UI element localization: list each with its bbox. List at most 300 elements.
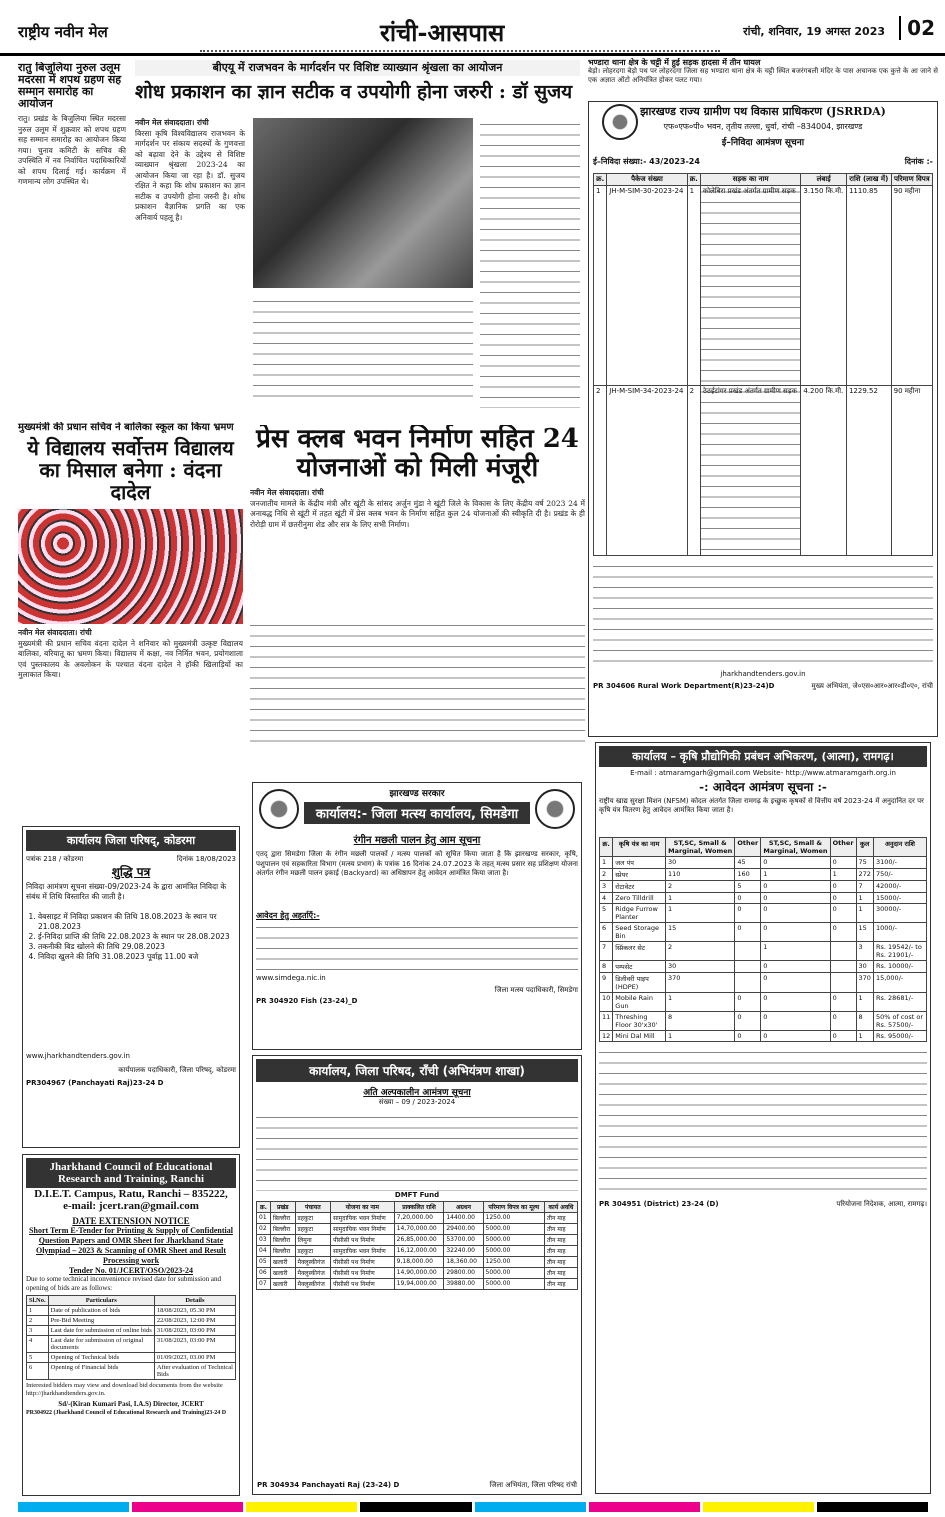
table-cell: 0: [761, 1031, 830, 1042]
table-row: [600, 923, 927, 942]
table-cell: 06: [257, 1268, 271, 1279]
table-cell: 15: [856, 923, 873, 942]
table-cell: 05: [257, 1257, 271, 1268]
atma-th: ST,SC, Small & Marginal, Women: [761, 838, 830, 857]
ranchi-th: योजना का नाम: [331, 1202, 395, 1213]
ranchi-pr-no: PR 304934 Panchayati Raj (23-24) D: [257, 1481, 400, 1489]
table-cell: 31/08/2023, 03:00 PM: [154, 1326, 235, 1336]
jcert-th: Details: [154, 1296, 235, 1306]
table-cell: 30: [666, 857, 735, 869]
table-cell: तीन माह: [544, 1279, 577, 1290]
table-cell: मैक्लुस्कीगंज: [295, 1257, 331, 1268]
table-cell: सामुदायिक भवन निर्माण: [331, 1213, 395, 1224]
jsrrda-subtitle: ई–निविदा आमंत्रण सूचना: [721, 137, 805, 148]
table-cell: मैक्लुस्कीगंज: [295, 1279, 331, 1290]
table-cell: Opening of Financial bids: [48, 1363, 154, 1380]
registration-swatch: [360, 1502, 471, 1512]
table-cell: 11: [600, 1012, 613, 1031]
atma-th: अनुदान राशि: [873, 838, 926, 857]
ranchi-subtitle: अति अल्पकालीन आमंत्रण सूचना: [363, 1088, 471, 1098]
atma-table: [599, 837, 927, 1042]
table-cell: [830, 961, 856, 973]
table-row: [257, 1279, 578, 1290]
table-row: 1 JH-M-SIM-30-2023-24 1 कोलेबिरा प्रखंड अंतर्गत ग्रामीण सड़क 3.150 कि.मी. 1110.85 90 महीना: [594, 185, 933, 385]
table-cell: 0: [830, 923, 856, 942]
table-cell: रोटावेटर: [613, 881, 666, 893]
table-cell: स्प्रेयर: [613, 869, 666, 881]
table-cell: 0: [761, 961, 830, 973]
jsrrda-table: [593, 173, 933, 556]
table-cell: 29800.00: [444, 1268, 483, 1279]
ranchi-fund: DMFT Fund: [394, 1191, 440, 1199]
table-cell: 03: [257, 1235, 271, 1246]
atma-th: कुल: [856, 838, 873, 857]
table-cell: 0: [830, 881, 856, 893]
table-cell: स्प्रिंकलर सेट: [613, 942, 666, 961]
table-cell: तीन माह: [544, 1268, 577, 1279]
table-cell: तीन माह: [544, 1213, 577, 1224]
jcert-footer: Interested bidders may view and download bid documents from the website http://jharkhandtenders.gov.in.: [26, 1382, 223, 1397]
bau-byline: नवीन मेल संवाददाता। रांची: [135, 118, 209, 127]
table-cell: 9: [600, 973, 613, 993]
notice-zila-ranchi: [252, 1055, 582, 1495]
jsrrda-address: एफ०एफ०पी० भवन, तृतीय तल्ला, धुर्वा, रांची –834004, झारखण्ड: [663, 121, 863, 131]
table-cell: पीसीसी पथ निर्माण: [331, 1257, 395, 1268]
jsrrda-th: सड़क का नाम: [700, 173, 801, 185]
koderma-date: दिनांक 18/08/2023: [176, 855, 236, 863]
table-cell: 370: [856, 973, 873, 993]
table-cell: 1: [856, 893, 873, 904]
table-cell: 750/-: [873, 869, 926, 881]
fisheries-title: कार्यालय:- जिला मत्स्य कार्यालय, सिमडेगा: [304, 802, 530, 824]
table-row: [257, 1213, 578, 1224]
table-cell: तीन माह: [544, 1246, 577, 1257]
jsrrda-th: लंबाई: [801, 173, 847, 185]
table-cell: 5: [600, 904, 613, 923]
fisheries-subtitle: रंगीन मछली पालन हेतु आम सूचना: [353, 835, 481, 846]
table-row: [600, 1031, 927, 1042]
table-row: [600, 869, 927, 881]
table-cell: 272: [856, 869, 873, 881]
ranchi-title: कार्यालय, जिला परिषद, राँची (अभियंत्रण शाखा): [256, 1059, 578, 1082]
school-kicker: मुख्यमंत्री की प्रधान सचिव ने बालिका स्कूल का किया भ्रमण: [18, 422, 234, 433]
jcert-email[interactable]: e-mail: jcert.ran@gmail.com: [63, 1200, 199, 1212]
table-cell: Threshing Floor 30'x30': [613, 1012, 666, 1031]
fisheries-pr-no: PR 304920 Fish (23-24)_D: [256, 997, 358, 1005]
table-cell: 0: [761, 1012, 830, 1031]
table-cell: 3: [27, 1326, 49, 1336]
table-row: [27, 1326, 236, 1336]
jsrrda-th: क्र.: [594, 173, 607, 185]
table-row: [27, 1336, 236, 1353]
table-cell: 18,360.00: [444, 1257, 483, 1268]
table-cell: [830, 973, 856, 993]
jsrrda-terms: [593, 560, 933, 670]
ranchi-th: पंचायत: [295, 1202, 331, 1213]
ranchi-signatory: जिला अभियंता, जिला परिषद रांची: [489, 1481, 577, 1489]
table-cell: 4: [27, 1336, 49, 1353]
table-row: [600, 1012, 927, 1031]
notice-jcert: [22, 1154, 240, 1496]
table-row: [27, 1316, 236, 1326]
table-cell: 10: [600, 993, 613, 1012]
story-school: [18, 422, 243, 814]
table-cell: 8: [856, 1012, 873, 1031]
table-cell: 1: [830, 869, 856, 881]
table-cell: डहकुटा: [295, 1246, 331, 1257]
table-row: [600, 893, 927, 904]
notice-atma: [595, 742, 931, 1494]
press-club-body-continued: [250, 619, 585, 749]
fisheries-eligibility-title: आवेदन हेतु अहर्ताएँ:-: [256, 911, 320, 920]
govt-emblem-icon: [259, 789, 299, 829]
madrasa-body: रातु। प्रखंड के बिजुलिया स्थित मदरसा नुरुल उलूम में शुक्रवार को शपथ ग्रहण सह सम्मान समारोह का आयोजन किया गया। चुनाव कमिटी के सचिव की उपस्थिति में नव निर्वाचित पदाधिकारियों को शपथ दिलाई गई। कार्यक्रम में गणमान्य लोग उपस्थित थे।: [18, 114, 126, 187]
table-cell: 02: [257, 1224, 271, 1235]
table-cell: पीसीसी पथ निर्माण: [331, 1235, 395, 1246]
table-cell: 26,85,000.00: [394, 1235, 444, 1246]
table-cell: तीन माह: [544, 1224, 577, 1235]
jcert-tender-ref: Tender No. 01/JCERT/OSO/2023-24: [69, 1266, 193, 1275]
jcert-title: Jharkhand Council of Educational Research and Training, Ranchi: [26, 1158, 236, 1188]
table-row: [600, 961, 927, 973]
table-cell: 16,12,000.00: [394, 1246, 444, 1257]
list-item: 1. वेबसाइट में निविदा प्रकाशन की तिथि 18.08.2023 के स्थान पर 21.08.2023: [38, 912, 236, 932]
table-row: [27, 1306, 236, 1316]
table-row: [600, 881, 927, 893]
table-cell: 5000.00: [483, 1268, 544, 1279]
table-cell: सामुदायिक भवन निर्माण: [331, 1224, 395, 1235]
table-cell: Rs. 19542/- to Rs. 21901/-: [873, 942, 926, 961]
koderma-website[interactable]: www.jharkhandtenders.gov.in: [26, 1052, 130, 1061]
bau-body: बिरसा कृषि विश्वविद्यालय राजभवन के मार्गदर्शन पर संकाय सदस्यों के गुणवत्ता को बढ़ावा देने के उद्देश्य से विशिष्ट व्याख्यान श्रृंखला 2023-24 का आयोजन किया जा रहा है। डॉ. सुजय रक्षित ने कहा कि शोध प्रकाशन का ज्ञान सटीक व उपयोगी होना जरुरी है। शोध प्रकाशन वैज्ञानिक प्रगति का एक अनिवार्य पहलू है।: [135, 128, 245, 222]
jcert-subject: Short Term E-Tender for Printing & Supply of Confidential Question Papers and OMR Sheet for Jharkhand State Olympiad – 2023 & Scanning of OMR Sheet and Result Processing work: [29, 1226, 233, 1265]
table-cell: 18/08/2023, 05.30 PM: [154, 1306, 235, 1316]
table-cell: 29400.00: [444, 1224, 483, 1235]
jcert-note: Due to some technical inconvenience revised date for submission and opening of bids are as follows:: [26, 1275, 221, 1292]
table-row: [257, 1268, 578, 1279]
table-cell: Rs. 95000/-: [873, 1031, 926, 1042]
koderma-ref: पत्रांक 218 / कोडरमा: [26, 855, 84, 863]
ranchi-table: [256, 1201, 578, 1290]
story-madrasa: [18, 62, 126, 412]
table-cell: 5000.00: [483, 1279, 544, 1290]
table-cell: [830, 942, 856, 961]
ranchi-th: अग्रधन: [444, 1202, 483, 1213]
table-row: [257, 1257, 578, 1268]
table-cell: 14400.00: [444, 1213, 483, 1224]
table-row: [600, 904, 927, 923]
table-cell: 0: [735, 893, 761, 904]
jsrrda-th: पैकेज संख्या: [607, 173, 687, 185]
atma-terms: [599, 1046, 927, 1196]
table-cell: 3: [856, 942, 873, 961]
registration-swatch: [703, 1502, 814, 1512]
table-cell: 160: [735, 869, 761, 881]
table-cell: 8: [666, 1012, 735, 1031]
bedo-body: बेड़ो। लोहरदगा बेड़ो पथ पर लोहरदगा जिला सह भण्डारा थाना क्षेत्र के चट्टी स्थित बजरंगबली मंदिर के पास अचानक एक कुत्ते के आ जाने से एक अज्ञात ऑटो अनियंत्रित होकर पलट गया।: [588, 66, 938, 84]
table-cell: 01/09/2023, 03.00 PM: [154, 1353, 235, 1363]
koderma-body: निविदा आमंत्रण सूचना संख्या-09/2023-24 के द्वारा आमंत्रित निविदा के संबंध में तिथि विस्तारित की जाती है।: [26, 882, 227, 902]
table-cell: Opening of Technical bids: [48, 1353, 154, 1363]
atma-intro: राष्ट्रीय खाद्य सुरक्षा मिशन (NFSM) कोदल अंतर्गत जिला रामगढ़ के इच्छुक कृषकों से वित्तीय वर्ष 2023-24 में अनुदानित दर पर कृषि यंत्र वितरण हेतु आवेदन आमंत्रित किया जाता है।: [599, 797, 924, 815]
table-cell: खलारी: [270, 1279, 295, 1290]
jcert-th: Particulars: [48, 1296, 154, 1306]
table-cell: Last date for submission of online bids: [48, 1326, 154, 1336]
koderma-points: [26, 912, 236, 1052]
jsrrda-title: झारखण्ड राज्य ग्रामीण पथ विकास प्राधिकरण (JSRRDA): [640, 104, 886, 118]
table-row: [257, 1235, 578, 1246]
table-cell: 1: [856, 1031, 873, 1042]
jsrrda-pr-no: PR 304606 Rural Work Department(R)23-24)D: [593, 681, 775, 690]
bedo-headline: भण्डारा थाना क्षेत्र के चट्टी में हुई सड़क हादसा में तीन घायल: [588, 58, 761, 67]
table-cell: 7: [856, 881, 873, 893]
table-row: [257, 1224, 578, 1235]
table-cell: 5: [735, 881, 761, 893]
table-cell: 19,94,000.00: [394, 1279, 444, 1290]
masthead: [0, 0, 945, 56]
table-cell: 42000/-: [873, 881, 926, 893]
table-cell: 01: [257, 1213, 271, 1224]
table-cell: 1: [761, 942, 830, 961]
table-row: [600, 857, 927, 869]
table-row: [600, 993, 927, 1012]
table-cell: 1250.00: [483, 1257, 544, 1268]
table-cell: 75: [856, 857, 873, 869]
school-byline: नवीन मेल संवाददाता। रांची: [18, 628, 92, 637]
table-cell: बिल्लौरा: [270, 1246, 295, 1257]
table-cell: डहकुटा: [295, 1224, 331, 1235]
jsrrda-tender-no: ई–निविदा संख्या:- 43/2023-24: [593, 156, 700, 166]
table-cell: 12: [600, 1031, 613, 1042]
table-cell: 0: [761, 904, 830, 923]
table-cell: 1: [666, 904, 735, 923]
registration-swatch: [589, 1502, 700, 1512]
table-cell: Mobile Rain Gun: [613, 993, 666, 1012]
jharkhand-emblem-icon: [602, 104, 638, 140]
table-cell: 30000/-: [873, 904, 926, 923]
jsrrda-th: राशि (लाख में): [846, 173, 891, 185]
table-cell: खलारी: [270, 1268, 295, 1279]
list-item: 4. निविदा खुलने की तिथि 31.08.2023 पूर्वाह्न 11.00 बजे: [38, 952, 236, 962]
ranchi-th: प्रखंड: [270, 1202, 295, 1213]
table-row: [600, 942, 927, 961]
koderma-pr-no: PR304967 (Panchayati Raj)23-24 D: [26, 1079, 164, 1088]
notice-zila-koderma: [22, 826, 240, 1148]
table-cell: Zero Tilldrill: [613, 893, 666, 904]
table-cell: जल पंप: [613, 857, 666, 869]
table-cell: 0: [735, 1012, 761, 1031]
table-cell: 1: [856, 904, 873, 923]
table-cell: 0: [735, 923, 761, 942]
table-cell: Ridge Furrow Planter: [613, 904, 666, 923]
registration-swatch: [475, 1502, 586, 1512]
ranchi-th: परिमाण विपत्र का मूल्य: [483, 1202, 544, 1213]
table-row: [600, 973, 927, 993]
table-cell: 5000.00: [483, 1224, 544, 1235]
atma-th: Other: [830, 838, 856, 857]
table-cell: Rs. 28681/-: [873, 993, 926, 1012]
table-cell: 50% of cost or Rs. 57500/-: [873, 1012, 926, 1031]
table-cell: 2: [666, 942, 735, 961]
table-cell: 53700.00: [444, 1235, 483, 1246]
bau-speaker-photo: [253, 118, 473, 288]
table-cell: 0: [830, 857, 856, 869]
table-cell: पीसीसी पथ निर्माण: [331, 1268, 395, 1279]
table-cell: 0: [761, 993, 830, 1012]
press-club-byline: नवीन मेल संवाददाता। रांची: [250, 488, 324, 498]
table-cell: 8: [600, 961, 613, 973]
page-number: 02: [899, 16, 935, 40]
table-row: [27, 1363, 236, 1380]
table-cell: 0: [830, 904, 856, 923]
masthead-rule: [200, 48, 720, 52]
table-cell: Mini Dal Mill: [613, 1031, 666, 1042]
notice-fisheries: [252, 782, 582, 1050]
table-cell: 7,20,000.00: [394, 1213, 444, 1224]
table-cell: डहकुटा: [295, 1213, 331, 1224]
table-cell: 0: [735, 1031, 761, 1042]
table-cell: After evaluation of Technical Bids: [154, 1363, 235, 1380]
atma-th: क्र.: [600, 838, 613, 857]
atma-th: ST,SC, Small & Marginal, Women: [666, 838, 735, 857]
table-cell: 0: [761, 923, 830, 942]
madrasa-headline: रातु बिजुलिया नुरुल उलूम मदरसा में शपथ ग्रहण सह सम्मान समारोह का आयोजन: [18, 62, 122, 111]
list-item: 3. तकनीकी बिड खोलने की तिथि 29.08.2023: [38, 942, 236, 952]
atma-th: कृषि यंत्र का नाम: [613, 838, 666, 857]
table-cell: 2: [27, 1316, 49, 1326]
jsrrda-website[interactable]: jharkhandtenders.gov.in: [720, 669, 806, 678]
atma-pr-no: PR 304951 (District) 23-24 (D): [599, 1200, 719, 1209]
atma-title: कार्यालय – कृषि प्रौद्योगिकी प्रबंधन अभिकरण, (आत्मा), रामगढ़।: [599, 746, 927, 767]
table-cell: सामुदायिक भवन निर्माण: [331, 1246, 395, 1257]
koderma-signatory: कार्यपालक पदाधिकारी, जिला परिषद्, कोडरमा: [118, 1066, 236, 1075]
table-cell: 30: [856, 961, 873, 973]
table-cell: 1: [27, 1306, 49, 1316]
jsrrda-signatory: मुख्य अभियंता, जे०एस०आर०आर०डी०ए०, रांची: [811, 681, 933, 690]
school-headline: ये विद्यालय सर्वोत्तम विद्यालय का मिसाल बनेगा : वंदना दादेल: [27, 436, 234, 504]
bau-body-col3: [480, 118, 580, 408]
table-cell: 5: [27, 1353, 49, 1363]
notice-jsrrda: [588, 58, 938, 738]
table-cell: बिल्लौरा: [270, 1235, 295, 1246]
registration-swatch: [246, 1502, 357, 1512]
table-cell: 1: [666, 1031, 735, 1042]
registration-colour-bar: [18, 1502, 928, 1514]
table-cell: तीन माह: [544, 1235, 577, 1246]
table-cell: खलारी: [270, 1257, 295, 1268]
table-cell: 45: [735, 857, 761, 869]
table-cell: 5000.00: [483, 1235, 544, 1246]
table-cell: Rs. 10000/-: [873, 961, 926, 973]
list-item: 2. ई-निविदा प्राप्ति की तिथि 22.08.2023 के स्थान पर 28.08.2023: [38, 932, 236, 942]
table-cell: पम्पसेट: [613, 961, 666, 973]
fisheries-signatory: जिला मत्स्य पदाधिकारी, सिमडेगा: [494, 986, 578, 994]
table-cell: 370: [666, 973, 735, 993]
table-cell: 1: [761, 869, 830, 881]
table-cell: बिल्लौरा: [270, 1213, 295, 1224]
table-cell: 2: [666, 881, 735, 893]
jharkhand-logo-icon: [535, 789, 575, 829]
fisheries-eligibility: [256, 921, 578, 971]
jcert-th: Sl.No.: [27, 1296, 49, 1306]
table-cell: 0: [761, 893, 830, 904]
table-cell: 1250.00: [483, 1213, 544, 1224]
table-cell: 22/08/2023, 12:00 PM: [154, 1316, 235, 1326]
atma-signatory: परियोजना निदेशक, आत्मा, रामगढ़।: [836, 1200, 927, 1209]
table-cell: 0: [830, 1031, 856, 1042]
table-cell: 0: [830, 893, 856, 904]
table-cell: [735, 973, 761, 993]
table-cell: 1000/-: [873, 923, 926, 942]
atma-subtitle: -: आवेदन आमंत्रण सूचना :-: [699, 780, 827, 794]
jcert-address: D.I.E.T. Campus, Ratu, Ranchi – 835222,: [34, 1188, 228, 1200]
table-cell: मैक्लुस्कीगंज: [295, 1268, 331, 1279]
table-cell: 9,18,000.00: [394, 1257, 444, 1268]
table-cell: 0: [830, 993, 856, 1012]
table-cell: 15,000/-: [873, 973, 926, 993]
table-cell: लिमुना: [295, 1235, 331, 1246]
registration-swatch: [18, 1502, 129, 1512]
table-cell: 110: [666, 869, 735, 881]
jcert-table: [26, 1295, 236, 1380]
table-cell: 5000.00: [483, 1246, 544, 1257]
table-cell: Pre-Bid Meeting: [48, 1316, 154, 1326]
table-cell: 3100/-: [873, 857, 926, 869]
jcert-pr-no: PR304922 (Jharkhand Council of Educational Research and Training)23-24 D: [26, 1410, 227, 1416]
ranchi-ref: संख्या – 09 / 2023-2024: [378, 1098, 456, 1106]
school-students-photo: [18, 509, 243, 624]
table-cell: 07: [257, 1279, 271, 1290]
table-cell: 14,90,000.00: [394, 1268, 444, 1279]
table-cell: 15000/-: [873, 893, 926, 904]
table-cell: Date of publication of bids: [48, 1306, 154, 1316]
table-cell: 04: [257, 1246, 271, 1257]
table-cell: 6: [27, 1363, 49, 1380]
table-cell: 6: [600, 923, 613, 942]
table-cell: 30: [666, 961, 735, 973]
table-cell: 1: [666, 993, 735, 1012]
table-cell: 2: [600, 869, 613, 881]
table-cell: 0: [761, 881, 830, 893]
table-cell: 1: [666, 893, 735, 904]
atma-email[interactable]: E-mail : atmaramgarh@gmail.com Website- http://www.atmaramgarh.org.in: [630, 769, 896, 777]
ranchi-schedule: [256, 1111, 578, 1191]
bau-kicker: बीएयू में राजभवन के मार्गदर्शन पर विशिष्ट व्याख्यान श्रृंखला का आयोजन: [135, 60, 580, 76]
registration-swatch: [132, 1502, 243, 1512]
fisheries-website[interactable]: www.simdega.nic.in: [256, 974, 326, 982]
table-cell: 32240.00: [444, 1246, 483, 1257]
press-club-body: जनजातीय मामले के केंद्रीय मंत्री और खूंटी के सांसद अर्जुन मुंडा ने खूंटी जिले के विकास के लिए केंद्रीय वर्ष 2023 24 में अनाबद्ध निधि से खूंटी में तहत खूंटी में प्रेस क्लब भवन के निर्माण सहित कुल 24 योजनाओं की स्वीकृति दी है। प्रखंड के ही रोरोड़ी ग्राम में छतरीनुमा शेड और सत्र के लिए सभी निर्माण।: [250, 498, 585, 529]
table-cell: 4: [600, 893, 613, 904]
table-cell: 1: [856, 993, 873, 1012]
jsrrda-th: क्र.: [687, 173, 700, 185]
table-cell: 0: [830, 1012, 856, 1031]
table-cell: 39880.00: [444, 1279, 483, 1290]
table-cell: 14,70,000.00: [394, 1224, 444, 1235]
table-cell: बिल्लौरा: [270, 1224, 295, 1235]
fisheries-body: एतद् द्वारा सिमडेगा जिला के रंगीन मछली पालकों / मत्स्य पालकों को सूचित किया जाता है कि झारखण्ड सरकार, कृषि, पशुपालन एवं सहकारिता विभाग (मत्स्य प्रभाग) के पत्रांक 16 दिनांक 24.07.2023 के तहत् मत्स्य प्रसार सह प्रशिक्षण योजना अंतर्गत रंगीन मछली पालन इकाई (Backyard) का अधिष्ठापन हेतु आवेदन आमंत्रित किया जाता है।: [256, 850, 578, 877]
bau-body-continued: [253, 295, 473, 405]
jsrrda-th: परिमाण विपत्र: [891, 173, 932, 185]
table-cell: Last date for submission of original documents: [48, 1336, 154, 1353]
table-cell: 0: [761, 857, 830, 869]
fisheries-govt: झारखण्ड सरकार: [389, 789, 445, 799]
table-cell: Seed Storage Bin: [613, 923, 666, 942]
issue-date: रांची, शनिवार, 19 अगस्त 2023: [743, 25, 885, 38]
table-cell: पीसीसी पथ निर्माण: [331, 1279, 395, 1290]
press-club-headline: प्रेस क्लब भवन निर्माण सहित 24 योजनाओं को मिली मंजूरी: [256, 425, 579, 483]
section-title: रांची-आसपास: [380, 18, 505, 47]
